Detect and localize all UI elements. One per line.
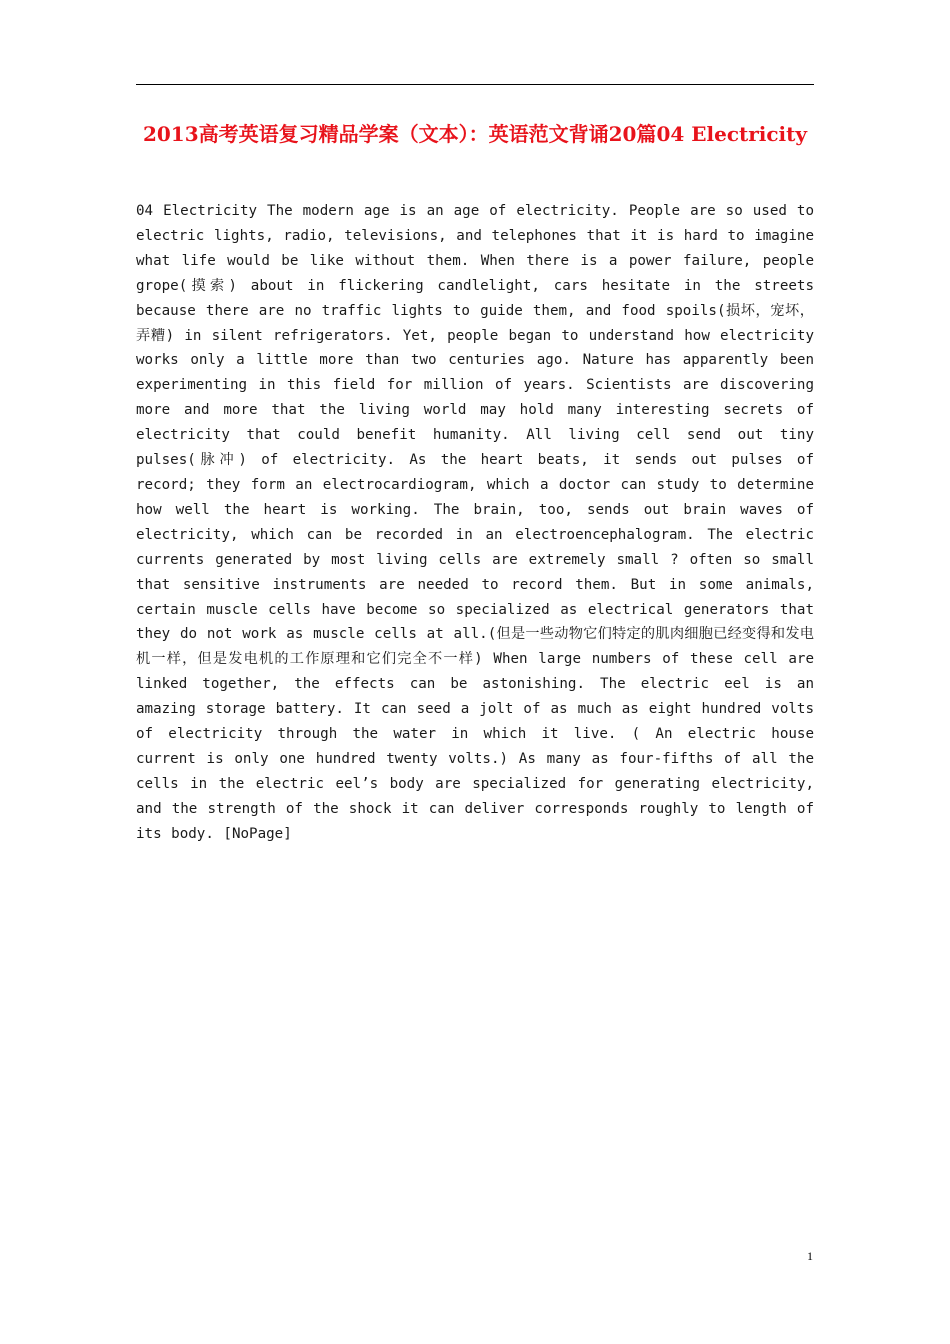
document-title: 2013高考英语复习精品学案（文本）：英语范文背诵20篇04 Electricity: [142, 122, 808, 146]
header-rule: [136, 84, 814, 85]
document-body: 04 Electricity The modern age is an age of electricity. People are so used to electric lights, radio, televisions, and telephones that it is hard to imagine what life would be like without them. When there is a power failure, people grope(摸索) about in flickering candlelight, cars hesitate in the streets because there are no traffic lights to guide them, and food spoils(损坏，宠坏，弄糟) in silent refrigerators. Yet, people began to understand how electricity works only a little more than two centuries ago. Nature has apparently been experimenting in this field for million of years. Scientists are discovering more and more that the living world may hold many interesting secrets of electricity that could benefit humanity. All living cell send out tiny pulses(脉冲) of electricity. As the heart beats, it sends out pulses of record; they form an electrocardiogram, which a doctor can study to determine how well the heart is working. The brain, too, sends out brain waves of electricity, which can be recorded in an electroencephalogram. The electric currents generated by most living cells are extremely small ? often so small that sensitive instruments are needed to record them. But in some animals, certain muscle cells have become so specialized as electrical generators that they do not work as muscle cells at all.(但是一些动物它们特定的肌肉细胞已经变得和发电机一样，但是发电机的工作原理和它们完全不一样) When large numbers of these cell are linked together, the effects can be astonishing. The electric eel is an amazing storage battery. It can seed a jolt of as much as eight hundred volts of electricity through the water in which it live. ( An electric house current is only one hundred twenty volts.) As many as four-fifths of all the cells in the electric eel’s body are specialized for generating electricity, and the strength of the shock it can deliver corresponds roughly to length of its body. [NoPage]: [136, 203, 814, 842]
page-number: 1: [807, 1249, 813, 1263]
